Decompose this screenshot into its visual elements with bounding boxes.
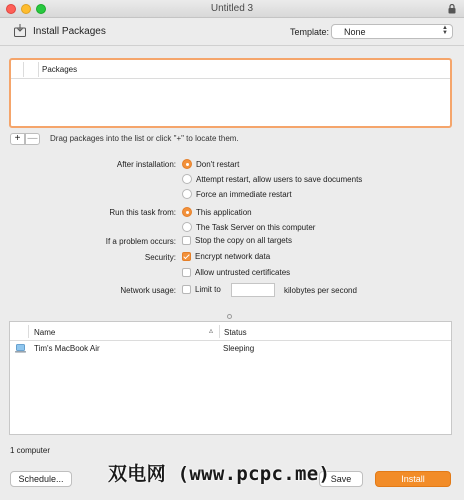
radio-task-server[interactable] — [182, 222, 315, 232]
packages-hint: Drag packages into the list or click "+" to locate them. — [50, 134, 239, 143]
template-select[interactable] — [331, 24, 453, 39]
column-divider — [28, 325, 29, 338]
radio-label: This application — [196, 207, 252, 217]
bandwidth-unit-label: kilobytes per second — [284, 286, 357, 295]
page-title: Install Packages — [33, 26, 106, 37]
status-column-header[interactable]: Status — [224, 328, 247, 337]
computer-count: 1 computer — [10, 446, 51, 455]
packages-list[interactable] — [9, 58, 452, 128]
radio-selected-icon[interactable] — [182, 207, 192, 217]
radio-label: Attempt restart, allow users to save documents — [196, 174, 363, 184]
network-usage-label: Network usage: — [120, 286, 176, 295]
template-select-value: None — [344, 27, 366, 37]
install-packages-icon — [14, 24, 26, 37]
table-header — [10, 322, 451, 341]
computer-status: Sleeping — [223, 344, 255, 353]
checkbox-untrusted-certificates[interactable] — [182, 268, 290, 277]
radio-label: The Task Server on this computer — [196, 222, 316, 232]
remove-package-button[interactable]: — — [25, 133, 40, 145]
checkbox-label: Allow untrusted certificates — [195, 268, 291, 277]
save-button[interactable]: Save — [319, 471, 363, 487]
checkbox-encrypt-network-data[interactable] — [182, 252, 270, 261]
bandwidth-limit-input[interactable] — [231, 283, 275, 297]
column-divider — [38, 62, 39, 77]
split-view-handle[interactable] — [227, 314, 232, 319]
checkbox-label: Stop the copy on all targets — [195, 236, 292, 245]
after-installation-label: After installation: — [116, 160, 176, 169]
checkbox-icon[interactable] — [182, 285, 191, 294]
column-divider — [23, 62, 24, 77]
checkbox-limit-to[interactable] — [182, 285, 221, 294]
radio-label: Force an immediate restart — [196, 189, 292, 199]
radio-icon[interactable] — [182, 222, 192, 232]
checkbox-label: Encrypt network data — [195, 252, 271, 261]
checkbox-label: Limit to — [195, 285, 221, 294]
radio-label: Don't restart — [196, 159, 240, 169]
column-divider — [219, 325, 220, 338]
run-task-from-label: Run this task from: — [109, 208, 176, 217]
add-package-button[interactable]: + — [10, 133, 25, 145]
window-title: Untitled 3 — [210, 3, 254, 14]
lock-icon[interactable] — [448, 4, 456, 14]
problem-occurs-label: If a problem occurs: — [105, 237, 176, 246]
checkbox-stop-copy[interactable] — [182, 236, 292, 245]
checkbox-checked-icon[interactable] — [182, 252, 191, 261]
radio-attempt-restart[interactable] — [182, 174, 362, 184]
template-label: Template: — [290, 27, 330, 37]
radio-force-restart[interactable] — [182, 189, 292, 199]
sort-ascending-icon[interactable]: ▵ — [209, 326, 214, 335]
watermark: 双电网 (www.pcpc.me) — [108, 463, 331, 485]
name-column-header[interactable]: Name — [34, 328, 56, 337]
computer-name: Tim's MacBook Air — [34, 344, 100, 353]
title-bar — [0, 0, 464, 18]
table-row[interactable] — [10, 342, 451, 356]
toolbar — [0, 18, 464, 46]
install-button[interactable]: Install — [375, 471, 451, 487]
radio-icon[interactable] — [182, 174, 192, 184]
radio-selected-icon[interactable] — [182, 159, 192, 169]
chevron-updown-icon: ▲ ▼ — [442, 25, 448, 36]
laptop-icon — [15, 344, 26, 353]
checkbox-icon[interactable] — [182, 268, 191, 277]
packages-header — [11, 60, 450, 79]
radio-icon[interactable] — [182, 189, 192, 199]
computers-table[interactable] — [9, 321, 452, 435]
packages-column-header[interactable]: Packages — [42, 65, 78, 74]
radio-this-application[interactable] — [182, 207, 252, 217]
schedule-button[interactable]: Schedule... — [10, 471, 72, 487]
security-label: Security: — [144, 253, 176, 262]
checkbox-icon[interactable] — [182, 236, 191, 245]
radio-dont-restart[interactable] — [182, 159, 239, 169]
